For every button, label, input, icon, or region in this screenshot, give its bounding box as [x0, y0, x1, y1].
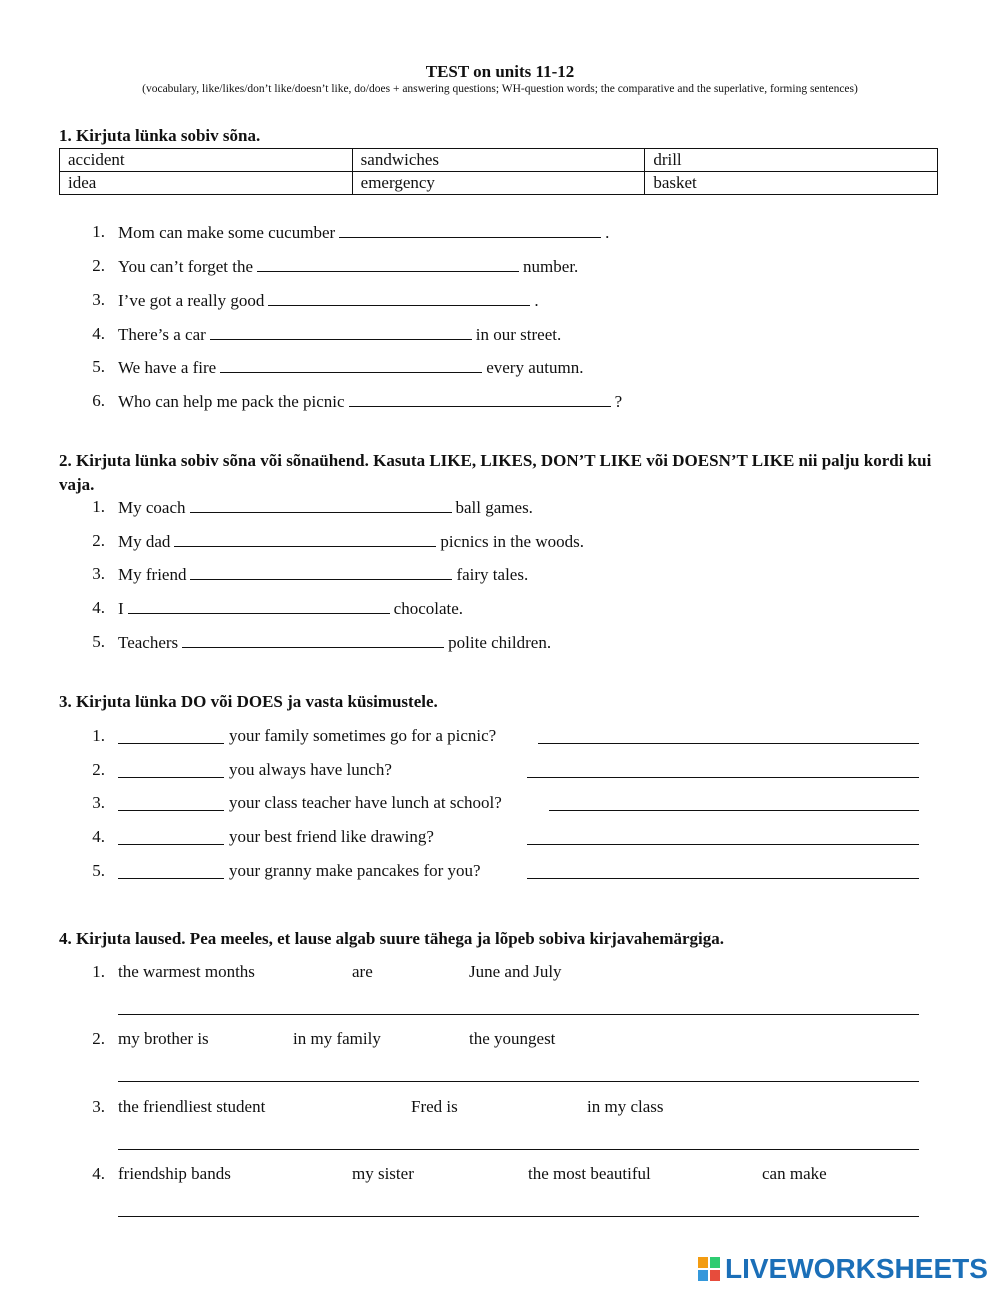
answer-line[interactable] [118, 1081, 919, 1082]
worksheet-subtitle: (vocabulary, like/likes/don’t like/doesn’t like, do/does + answering questions; WH-question words; the comparative and the superlative, forming sentences) [142, 83, 858, 95]
item-number: 3. [92, 793, 105, 812]
item-text: Mom can make some cucumber [118, 223, 336, 242]
word-chunk: friendship bands [118, 1164, 231, 1183]
answer-line[interactable] [527, 777, 919, 778]
answer-line[interactable] [118, 1149, 919, 1150]
word-chunk: the friendliest student [118, 1097, 266, 1116]
liveworksheets-logo-icon [697, 1256, 721, 1282]
logo-square [697, 1269, 709, 1282]
list-item [0, 564, 1000, 584]
table-row [60, 172, 938, 195]
item-text: polite children. [448, 633, 552, 652]
item-number: 2. [92, 760, 105, 779]
list-item [0, 222, 1000, 242]
answer-blank[interactable] [174, 531, 436, 547]
section3-heading: 3. Kirjuta lünka DO või DOES ja vasta küsimustele. [59, 692, 438, 711]
item-number: 1. [92, 222, 105, 241]
answer-blank[interactable] [182, 632, 444, 648]
list-item [0, 726, 1000, 746]
do-does-blank[interactable] [118, 777, 224, 778]
item-number: 4. [92, 324, 105, 343]
answer-line[interactable] [527, 844, 919, 845]
answer-blank[interactable] [210, 324, 472, 340]
answer-blank[interactable] [349, 391, 611, 407]
question-text: your family sometimes go for a picnic? [229, 726, 497, 745]
word-chunk: my brother is [118, 1029, 209, 1048]
list-item [0, 962, 1000, 1022]
item-text: . [605, 223, 610, 242]
item-text: ball games. [455, 498, 533, 517]
answer-line[interactable] [538, 743, 919, 744]
do-does-blank[interactable] [118, 878, 224, 879]
list-item [0, 1164, 1000, 1224]
item-text: . [534, 291, 539, 310]
item-text: picnics in the woods. [440, 532, 584, 551]
item-number: 1. [92, 726, 105, 745]
list-item [0, 531, 1000, 551]
item-text: I’ve got a really good [118, 291, 265, 310]
answer-line[interactable] [118, 1216, 919, 1217]
table-cell: drill [645, 149, 938, 172]
answer-line[interactable] [549, 810, 919, 811]
item-number: 2. [92, 531, 105, 550]
item-text: My coach [118, 498, 186, 517]
question-text: you always have lunch? [229, 760, 392, 779]
item-number: 2. [92, 1029, 105, 1048]
table-cell: idea [60, 172, 353, 195]
answer-blank[interactable] [339, 222, 601, 238]
question-text: your best friend like drawing? [229, 827, 434, 846]
item-number: 3. [92, 1097, 105, 1116]
word-chunk: the warmest months [118, 962, 255, 981]
list-item [0, 598, 1000, 618]
logo-square [709, 1269, 721, 1282]
logo-square [709, 1256, 721, 1269]
logo-text: LIVEWORKSHEETS [725, 1253, 988, 1284]
answer-blank[interactable] [220, 357, 482, 373]
do-does-blank[interactable] [118, 810, 224, 811]
list-item [0, 497, 1000, 517]
word-chunk: June and July [469, 962, 562, 981]
item-text: My dad [118, 532, 171, 551]
list-item [0, 1029, 1000, 1089]
table-row [60, 149, 938, 172]
word-chunk: my sister [352, 1164, 414, 1183]
word-chunk: the most beautiful [528, 1164, 651, 1183]
logo-square [697, 1256, 709, 1269]
list-item [0, 357, 1000, 377]
word-chunk: in my family [293, 1029, 381, 1048]
item-text: every autumn. [486, 358, 584, 377]
item-text: fairy tales. [456, 565, 529, 584]
word-chunk: the youngest [469, 1029, 556, 1048]
answer-line[interactable] [527, 878, 919, 879]
item-text: My friend [118, 565, 187, 584]
item-text: I [118, 599, 124, 618]
answer-blank[interactable] [268, 290, 530, 306]
item-text: number. [523, 257, 579, 276]
word-chunk: Fred is [411, 1097, 458, 1116]
list-item [0, 793, 1000, 813]
item-text: Who can help me pack the picnic [118, 392, 345, 411]
item-number: 4. [92, 598, 105, 617]
do-does-blank[interactable] [118, 844, 224, 845]
answer-blank[interactable] [128, 598, 390, 614]
section1-heading: 1. Kirjuta lünka sobiv sõna. [59, 126, 261, 145]
table-cell: accident [60, 149, 353, 172]
answer-blank[interactable] [190, 497, 452, 513]
item-text: Teachers [118, 633, 179, 652]
item-number: 5. [92, 357, 105, 376]
section2-heading: 2. Kirjuta lünka sobiv sõna või sõnaühend. Kasuta LIKE, LIKES, DON’T LIKE või DOESN’T LIKE nii palju kordi kui vaja. [59, 451, 932, 494]
word-chunk: can make [762, 1164, 827, 1183]
item-text: You can’t forget the [118, 257, 254, 276]
list-item [0, 290, 1000, 310]
question-text: your class teacher have lunch at school? [229, 793, 502, 812]
table-cell: emergency [352, 172, 645, 195]
item-text: chocolate. [393, 599, 464, 618]
table-cell: basket [645, 172, 938, 195]
item-number: 3. [92, 290, 105, 309]
item-number: 4. [92, 827, 105, 846]
item-number: 1. [92, 497, 105, 516]
vocabulary-table [59, 148, 938, 195]
word-chunk: in my class [587, 1097, 664, 1116]
liveworksheets-logo [697, 1253, 988, 1285]
item-text: There’s a car [118, 325, 206, 344]
list-item [0, 391, 1000, 411]
answer-blank[interactable] [257, 256, 519, 272]
list-item [0, 256, 1000, 276]
item-text: in our street. [475, 325, 562, 344]
answer-line[interactable] [118, 1014, 919, 1015]
item-number: 2. [92, 256, 105, 275]
list-item [0, 632, 1000, 652]
item-number: 1. [92, 962, 105, 981]
item-number: 4. [92, 1164, 105, 1183]
question-text: your granny make pancakes for you? [229, 861, 481, 880]
section4-heading: 4. Kirjuta laused. Pea meeles, et lause algab suure tähega ja lõpeb sobiva kirjavahemärgiga. [59, 929, 725, 948]
item-number: 6. [92, 391, 105, 410]
item-text: We have a fire [118, 358, 217, 377]
list-item [0, 827, 1000, 847]
list-item [0, 324, 1000, 344]
item-number: 3. [92, 564, 105, 583]
item-number: 5. [92, 861, 105, 880]
answer-blank[interactable] [190, 564, 452, 580]
do-does-blank[interactable] [118, 743, 224, 744]
worksheet-title: TEST on units 11-12 [425, 62, 575, 81]
list-item [0, 1097, 1000, 1157]
table-cell: sandwiches [352, 149, 645, 172]
list-item [0, 861, 1000, 881]
word-chunk: are [352, 962, 373, 981]
item-text: ? [614, 392, 623, 411]
list-item [0, 760, 1000, 780]
item-number: 5. [92, 632, 105, 651]
